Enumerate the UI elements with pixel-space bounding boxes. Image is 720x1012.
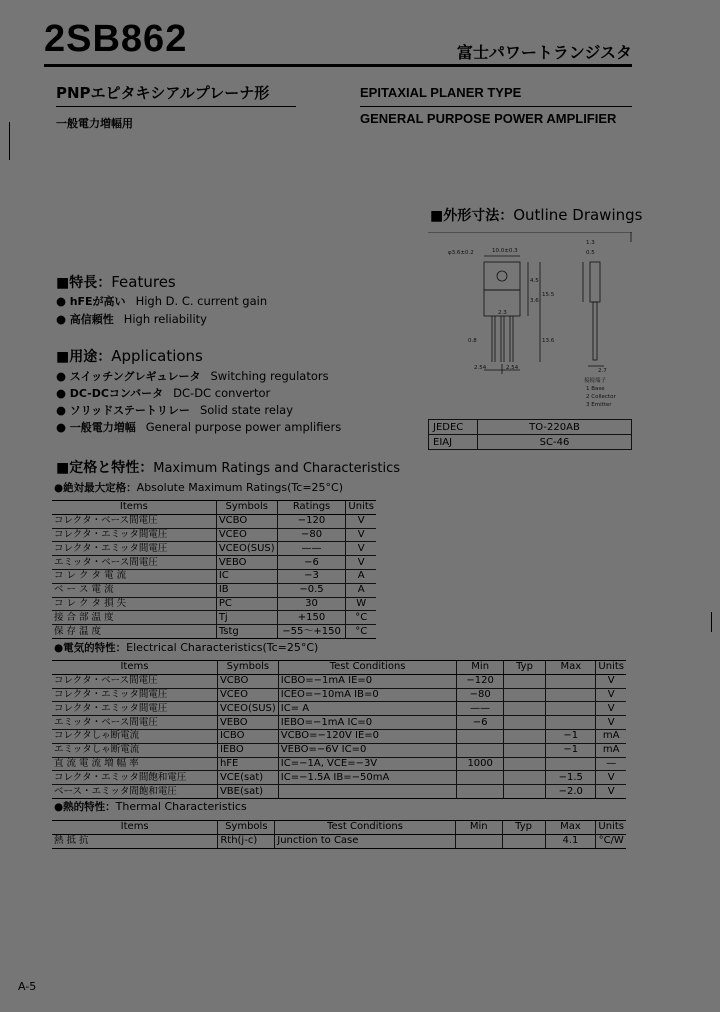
dim-g: 2.54: [474, 365, 487, 371]
features-heading: ■特長：Features: [56, 273, 176, 291]
dim-e: 13.6: [542, 338, 555, 344]
dim-b: 3.6: [530, 298, 539, 304]
table-row: 接 合 部 温 度 Tj +150 °C: [52, 611, 376, 625]
table-header: Items Symbols Test Conditions Min Typ Max Units: [52, 661, 626, 675]
table-row: ベース・エミッタ間飽和電圧 VBE(sat) −2.0 V: [52, 785, 626, 799]
subtitle-en: EPITAXIAL PLANER TYPE: [360, 85, 522, 100]
pin-legend-0: 接続端子: [584, 378, 607, 384]
abs-max-table: [52, 500, 376, 639]
feature-item: ● hFEが高い High D. C. current gain: [56, 294, 268, 308]
header-rule: [44, 64, 632, 67]
dim-i: 2.7: [598, 368, 607, 374]
product-type-jp: 富士パワートランジスタ: [456, 43, 632, 62]
feature-item: ● 高信頼性 High reliability: [56, 312, 207, 326]
part-number: 2SB862: [44, 18, 188, 60]
dim-width: 10.0±0.3: [492, 248, 518, 254]
table-row: エミッタ・ベース間電圧 VEBO −6 V: [52, 556, 376, 570]
purpose-en: GENERAL PURPOSE POWER AMPLIFIER: [360, 111, 617, 126]
table-row: コレクタ・ベース間電圧 VCBO −120 V: [52, 514, 376, 528]
table-row: ベ ー ス 電 流 IB −0.5 A: [52, 583, 376, 597]
table-row: 熱 抵 抗 Rth(j-c) Junction to Case 4.1 °C/W: [52, 834, 626, 848]
thermal-heading: ●熱的特性：Thermal Characteristics: [54, 800, 247, 813]
package-table: [428, 419, 632, 450]
table-row: コレクタ・エミッタ間電圧 VCEO(SUS) —— V: [52, 542, 376, 556]
subtitle-jp: PNPエピタキシアルプレーナ形: [56, 84, 270, 102]
pin-legend-2: 2 Collector: [586, 394, 616, 400]
pin-legend-3: 3 Emitter: [586, 402, 612, 408]
applications-heading: ■用途：Applications: [56, 347, 203, 365]
margin-mark-right: [711, 612, 712, 632]
table-row: コ レ ク タ 電 流 IC −3 A: [52, 569, 376, 583]
dim-d: 2.3: [498, 310, 507, 316]
table-row: コレクタ・エミッタ間飽和電圧 VCE(sat) IC=−1.5A IB=−50mA −1.5 V: [52, 771, 626, 785]
table-row: 保 存 温 度 Tstg −55〜+150 °C: [52, 625, 376, 639]
application-item: ● スイッチングレギュレータ Switching regulators: [56, 369, 329, 383]
package-row: JEDEC TO-220AB: [429, 420, 632, 435]
electrical-heading: ●電気的特性：Electrical Characteristics(Tc=25°C): [54, 641, 319, 654]
electrical-table: [52, 660, 626, 799]
table-row: コレクタ・ベース間電圧 VCBO ICBO=−1mA IE=0 −120 V: [52, 674, 626, 688]
to220-outline-drawing: [428, 232, 632, 418]
dim-f: 0.8: [468, 338, 477, 344]
dim-k: 0.5: [586, 250, 595, 256]
table-row: コレクタ・エミッタ間電圧 VCEO −80 V: [52, 528, 376, 542]
page-number: A-5: [18, 980, 37, 993]
outline-heading: ■外形寸法：Outline Drawings: [430, 206, 643, 224]
table-header: Items Symbols Ratings Units: [52, 501, 376, 515]
margin-mark: [9, 122, 10, 160]
pin-legend-1: 1 Base: [586, 386, 605, 392]
table-row: エミッタ・ベース間電圧 VEBO IEBO=−1mA IC=0 −6 V: [52, 716, 626, 730]
dim-h: 2.54: [506, 365, 519, 371]
dim-c: 15.5: [542, 292, 555, 298]
table-row: エミッタしゃ断電流 IEBO VEBO=−6V IC=0 −1 mA: [52, 743, 626, 757]
outline-drawing: [428, 232, 632, 418]
application-item: ● ソリッドステートリレー Solid state relay: [56, 403, 294, 417]
ratings-heading: ■定格と特性：Maximum Ratings and Characteristics: [56, 460, 401, 476]
table-row: コレクタ・エミッタ間電圧 VCEO(SUS) IC= A —— V: [52, 702, 626, 716]
table-header: Items Symbols Test Conditions Min Typ Max Units: [52, 821, 626, 835]
subtitle-rule: [56, 106, 296, 107]
application-item: ● DC-DCコンバータ DC-DC convertor: [56, 386, 271, 400]
dim-j: 1.3: [586, 240, 595, 246]
table-row: コレクタしゃ断電流 ICBO VCBO=−120V IE=0 −1 mA: [52, 729, 626, 743]
application-item: ● 一般電力増幅 General purpose power amplifiers: [56, 420, 342, 434]
dim-a: 4.5: [530, 278, 539, 284]
table-row: 直 流 電 流 増 幅 率 hFE IC=−1A, VCE=−3V 1000 —: [52, 757, 626, 771]
dim-hole: φ3.6±0.2: [448, 250, 474, 256]
table-row: コ レ ク タ 損 失 PC 30 W: [52, 597, 376, 611]
purpose-jp: 一般電力増幅用: [56, 117, 133, 130]
thermal-table: [52, 820, 626, 849]
subtitle-en-rule: [360, 106, 632, 107]
table-row: コレクタ・エミッタ間電圧 VCEO ICEO=−10mA IB=0 −80 V: [52, 688, 626, 702]
package-row: EIAJ SC-46: [429, 435, 632, 450]
abs-max-heading: ●絶対最大定格：Absolute Maximum Ratings(Tc=25°C): [54, 481, 344, 494]
